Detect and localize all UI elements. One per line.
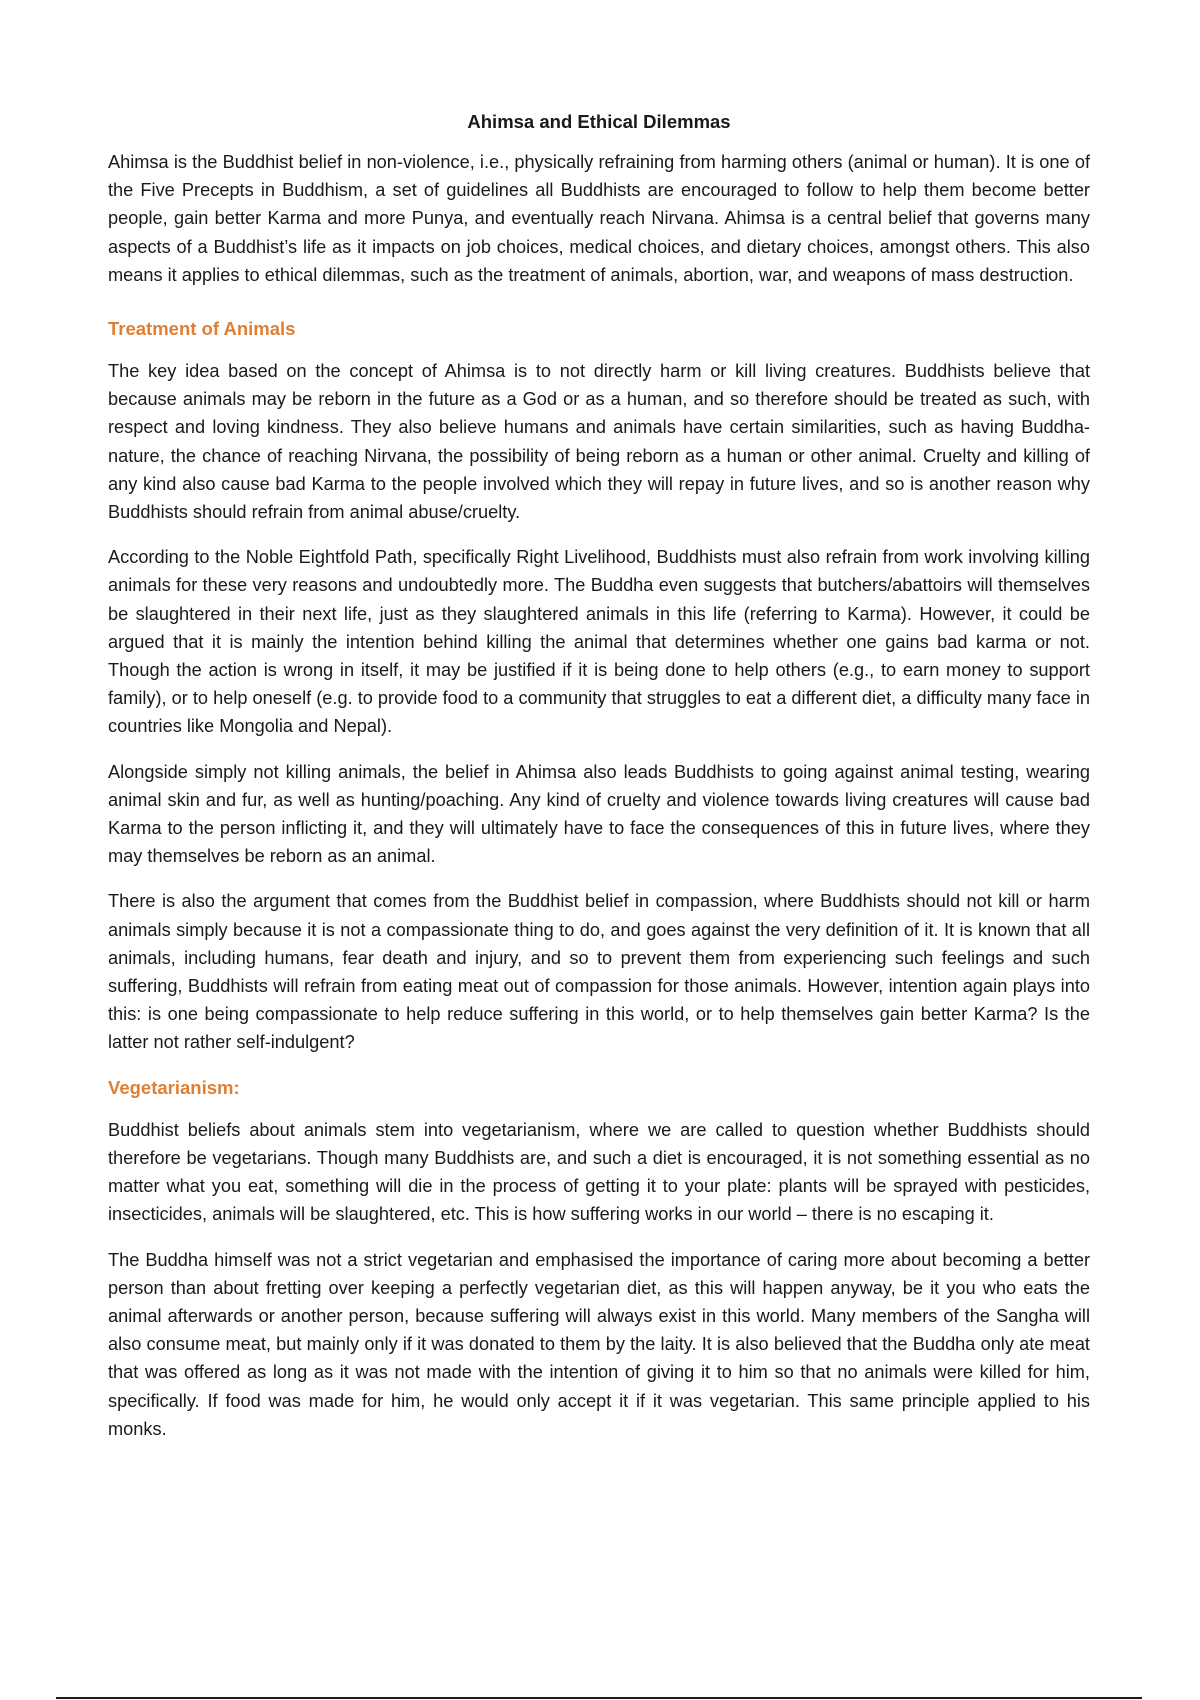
paragraph: The key idea based on the concept of Ahimsa is to not directly harm or kill living creatures. Buddhists believe that because animals may be reborn in the future as a God or as a human, and so therefore should be treated as such, with respect and loving kindness. They also believe humans and animals have certain similarities, such as having Buddha-nature, the chance of reaching Nirvana, the possibility of being reborn as a human or other animal. Cruelty and killing of any kind also cause bad Karma to the people involved which they will repay in future lives, and so is another reason why Buddhists should refrain from animal abuse/cruelty. [108,361,1090,523]
paragraph: According to the Noble Eightfold Path, specifically Right Livelihood, Buddhists must also refrain from work involving killing animals for these very reasons and undoubtedly more. The Buddha even suggests that butchers/abattoirs will themselves be slaughtered in their next life, just as they slaughtered animals in this life (referring to Karma). However, it could be argued that it is mainly the intention behind killing the animal that determines whether one gains bad karma or not. Though the action is wrong in itself, it may be justified if it is being done to help others (e.g., to earn money to support family), or to help oneself (e.g. to provide food to a community that struggles to eat a different diet, a difficulty many face in countries like Mongolia and Nepal). [108,547,1090,737]
document-page [108,108,1090,1460]
paragraph: There is also the argument that comes from the Buddhist belief in compassion, where Buddhists should not kill or harm animals simply because it is not a compassionate thing to do, and goes against the very definition of it. It is known that all animals, including humans, fear death and injury, and so to prevent them from experiencing such feelings and such suffering, Buddhists will refrain from eating meat out of compassion for those animals. However, intention again plays into this: is one being compassionate to help reduce suffering in this world, or to help themselves gain better Karma? Is the latter not rather self-indulgent? [108,891,1090,1053]
document-title: Ahimsa and Ethical Dilemmas [467,111,731,132]
section-heading-treatment-of-animals: Treatment of Animals [108,318,296,340]
paragraph: Alongside simply not killing animals, the belief in Ahimsa also leads Buddhists to going against animal testing, wearing animal skin and fur, as well as hunting/poaching. Any kind of cruelty and violence towards living creatures will cause bad Karma to the person inflicting it, and they will ultimately have to face the consequences of this in future lives, where they may themselves be reborn as an animal. [108,761,1090,867]
footer-divider [56,1697,1142,1699]
paragraph: Buddhist beliefs about animals stem into vegetarianism, where we are called to question whether Buddhists should therefore be vegetarians. Though many Buddhists are, and such a diet is encouraged, it is not something essential as no matter what you eat, something will die in the process of getting it to your plate: plants will be sprayed with pesticides, insecticides, animals will be slaughtered, etc. This is how suffering works in our world – there is no escaping it. [108,1119,1090,1225]
intro-paragraph: Ahimsa is the Buddhist belief in non-violence, i.e., physically refraining from harming others (animal or human). It is one of the Five Precepts in Buddhism, a set of guidelines all Buddhists are encouraged to follow to help them become better people, gain better Karma and more Punya, and eventually reach Nirvana. Ahimsa is a central belief that governs many aspects of a Buddhist’s life as it impacts on job choices, medical choices, and dietary choices, amongst others. This also means it applies to ethical dilemmas, such as the treatment of animals, abortion, war, and weapons of mass destruction. [108,152,1090,285]
section-heading-vegetarianism: Vegetarianism: [108,1076,240,1098]
paragraph: The Buddha himself was not a strict vegetarian and emphasised the importance of caring more about becoming a better person than about fretting over keeping a perfectly vegetarian diet, as this will happen anyway, be it you who eats the animal afterwards or another person, because suffering will always exist in this world. Many members of the Sangha will also consume meat, but mainly only if it was donated to them by the laity. It is also believed that the Buddha only ate meat that was offered as long as it was not made with the intention of giving it to him so that no animals were killed for him, specifically. If food was made for him, he would only accept it if it was vegetarian. This same principle applied to his monks. [108,1249,1090,1439]
